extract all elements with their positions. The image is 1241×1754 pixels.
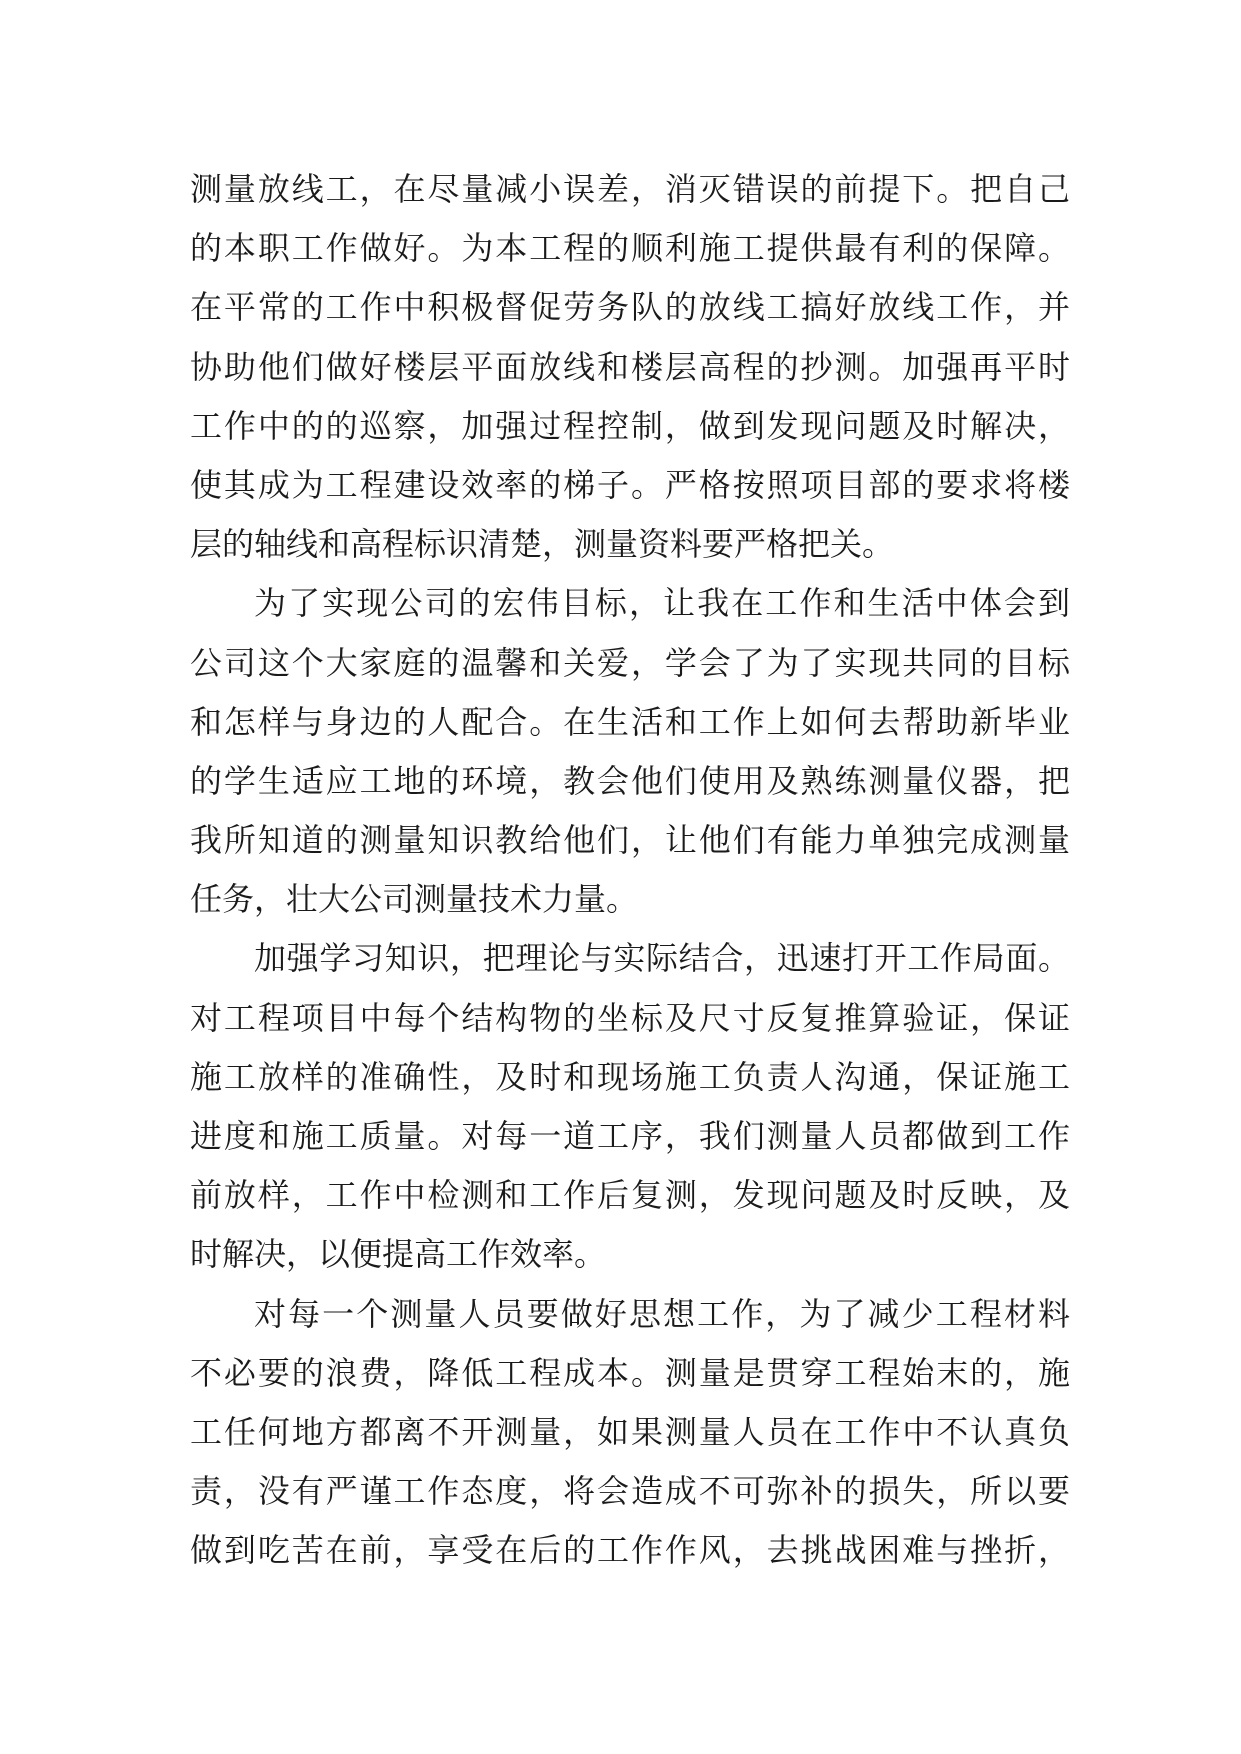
text-line: 为了实现公司的宏伟目标，让我在工作和生活中体会到	[254, 584, 1070, 623]
paragraph-1	[190, 160, 1070, 574]
paragraph-3	[190, 929, 1070, 1284]
paragraph-4	[190, 1285, 1070, 1581]
text-line: 工作中的的巡察，加强过程控制，做到发现问题及时解决，	[190, 406, 1070, 445]
text-line: 测量放线工，在尽量减小误差，消灭错误的前提下。把自己	[190, 170, 1070, 208]
text-line: 前放样，工作中检测和工作后复测，发现问题及时反映，及	[190, 1176, 1070, 1215]
text-line: 加强学习知识，把理论与实际结合，迅速打开工作局面。	[254, 939, 1070, 978]
text-line: 对每一个测量人员要做好思想工作，为了减少工程材料	[254, 1294, 1070, 1333]
text-line: 施工放样的准确性，及时和现场施工负责人沟通，保证施工	[190, 1057, 1070, 1096]
text-line: 在平常的工作中积极督促劳务队的放线工搞好放线工作，并	[190, 288, 1070, 327]
text-line: 的本职工作做好。为本工程的顺利施工提供最有利的保障。	[190, 229, 1070, 268]
text-line: 进度和施工质量。对每一道工序，我们测量人员都做到工作	[190, 1117, 1070, 1155]
text-line: 工任何地方都离不开测量，如果测量人员在工作中不认真负	[190, 1412, 1070, 1451]
paragraph-2	[190, 574, 1070, 929]
text-line: 我所知道的测量知识教给他们，让他们有能力单独完成测量	[190, 821, 1070, 860]
text-line: 时解决，以便提高工作效率。	[190, 1235, 607, 1274]
text-line: 责，没有严谨工作态度，将会造成不可弥补的损失，所以要	[190, 1472, 1070, 1511]
text-line: 做到吃苦在前，享受在后的工作作风，去挑战困难与挫折，	[190, 1531, 1070, 1570]
text-line: 对工程项目中每个结构物的坐标及尺寸反复推算验证，保证	[190, 998, 1070, 1037]
text-line: 使其成为工程建设效率的梯子。严格按照项目部的要求将楼	[190, 465, 1070, 504]
text-line: 不必要的浪费，降低工程成本。测量是贯穿工程始末的，施	[190, 1353, 1070, 1392]
document-body	[190, 160, 1070, 1581]
text-line: 和怎样与身边的人配合。在生活和工作上如何去帮助新毕业	[190, 702, 1070, 741]
text-line: 任务，壮大公司测量技术力量。	[190, 880, 639, 919]
text-line: 的学生适应工地的环境，教会他们使用及熟练测量仪器，把	[190, 761, 1070, 800]
text-line: 公司这个大家庭的温馨和关爱，学会了为了实现共同的目标	[190, 643, 1070, 682]
text-line: 协助他们做好楼层平面放线和楼层高程的抄测。加强再平时	[190, 347, 1070, 386]
text-line: 层的轴线和高程标识清楚，测量资料要严格把关。	[190, 525, 895, 564]
